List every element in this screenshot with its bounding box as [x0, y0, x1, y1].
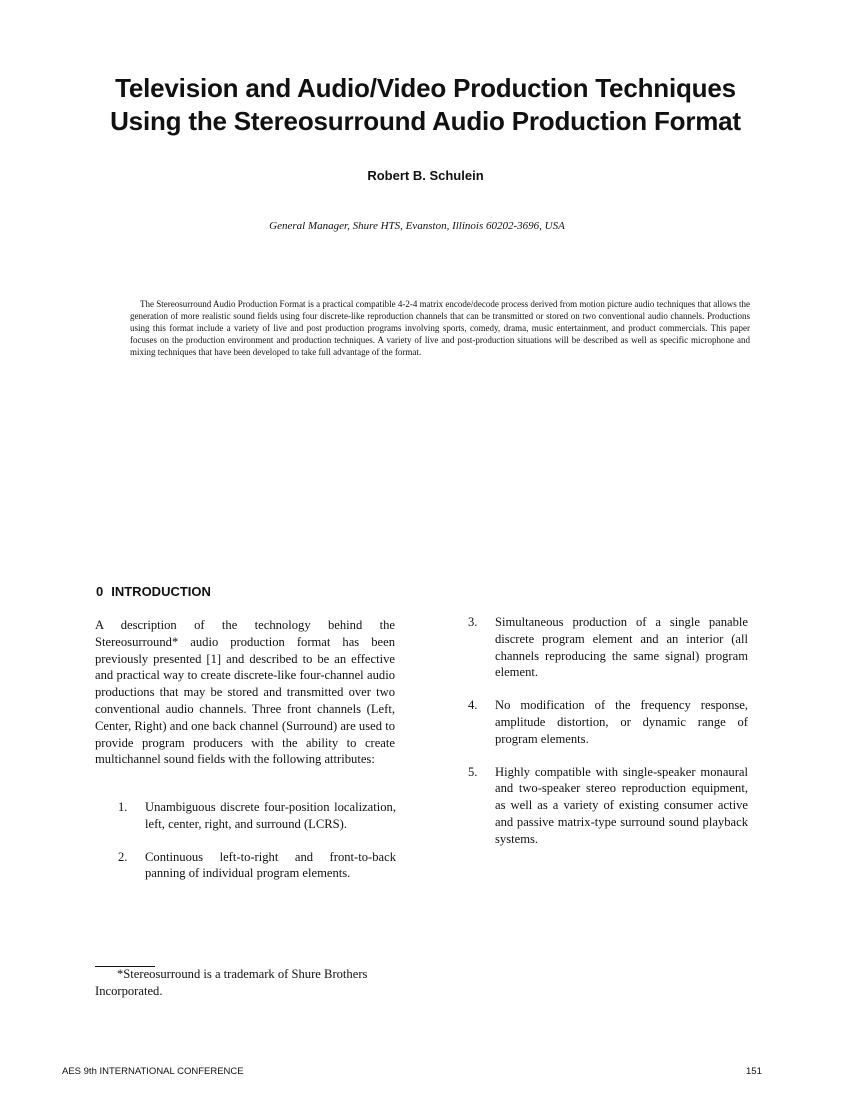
list-item: [118, 799, 396, 833]
section-title: INTRODUCTION: [111, 584, 211, 599]
title-line-2: Using the Stereosurround Audio Production Format: [110, 106, 741, 136]
footnote: *Stereosurround is a trademark of Shure Brothers Incorporated.: [95, 967, 368, 998]
title-line-1: Television and Audio/Video Production Techniques: [115, 73, 736, 103]
list-item-number: 1.: [118, 800, 128, 814]
intro-paragraph: A description of the technology behind the Stereosurround* audio production format has been previously presented [1] and described to be an effective and practical way to create discrete-like four-channel audio productions that may be stored and transmitted over two conventional audio channels. Three front channels (Left, Center, Right) and one back channel (Surround) are used to provide program producers with the ability to create multichannel sound fields with the following attributes:: [95, 618, 395, 767]
list-item-text: Continuous left-to-right and front-to-back panning of individual program elements.: [145, 849, 396, 881]
list-item-text: Simultaneous production of a single panable discrete program element and an interior (all channels reproducing the same signal) program element.: [495, 615, 748, 680]
page-number: 151: [746, 1066, 762, 1077]
list-item: [468, 764, 748, 848]
list-item-number: 4.: [468, 698, 478, 713]
list-item-number: 5.: [468, 764, 478, 779]
section-heading: [96, 584, 211, 599]
abstract: The Stereosurround Audio Production Format is a practical compatible 4-2-4 matrix encode/decode process derived from motion picture audio techniques that allows the generation of more realistic sound fields using four discrete-like reproduction channels that can be transmitted or stored on two conventional audio channels. Productions using this format include a variety of live and post production programs involving sports, comedy, drama, music entertainment, and product commercials. This paper focuses on the production environment and production techniques. A variety of live and post-production situations will be described as well as specific microphone and mixing techniques that have been developed to take full advantage of the format.: [130, 299, 750, 357]
conference-footer: AES 9th INTERNATIONAL CONFERENCE: [62, 1066, 244, 1077]
attribute-list-left: [118, 799, 396, 898]
list-item-number: 3.: [468, 615, 478, 629]
section-number: 0: [96, 584, 104, 599]
author-name: Robert B. Schulein: [367, 168, 484, 183]
paper-title: [0, 72, 851, 138]
author-affiliation: General Manager, Shure HTS, Evanston, Illinois 60202-3696, USA: [269, 220, 565, 232]
list-item: [468, 614, 748, 681]
attribute-list-right: [468, 614, 748, 864]
list-item: [118, 849, 396, 883]
list-item-text: Unambiguous discrete four-position localization, left, center, right, and surround (LCRS).: [145, 800, 396, 831]
list-item-number: 2.: [118, 849, 128, 864]
list-item-text: No modification of the frequency response, amplitude distortion, or dynamic range of program elements.: [495, 698, 748, 746]
list-item-text: Highly compatible with single-speaker monaural and two-speaker stereo reproduction equipment, as well as a variety of existing consumer active and passive matrix-type surround sound playback systems.: [495, 764, 748, 846]
list-item: [468, 697, 748, 747]
